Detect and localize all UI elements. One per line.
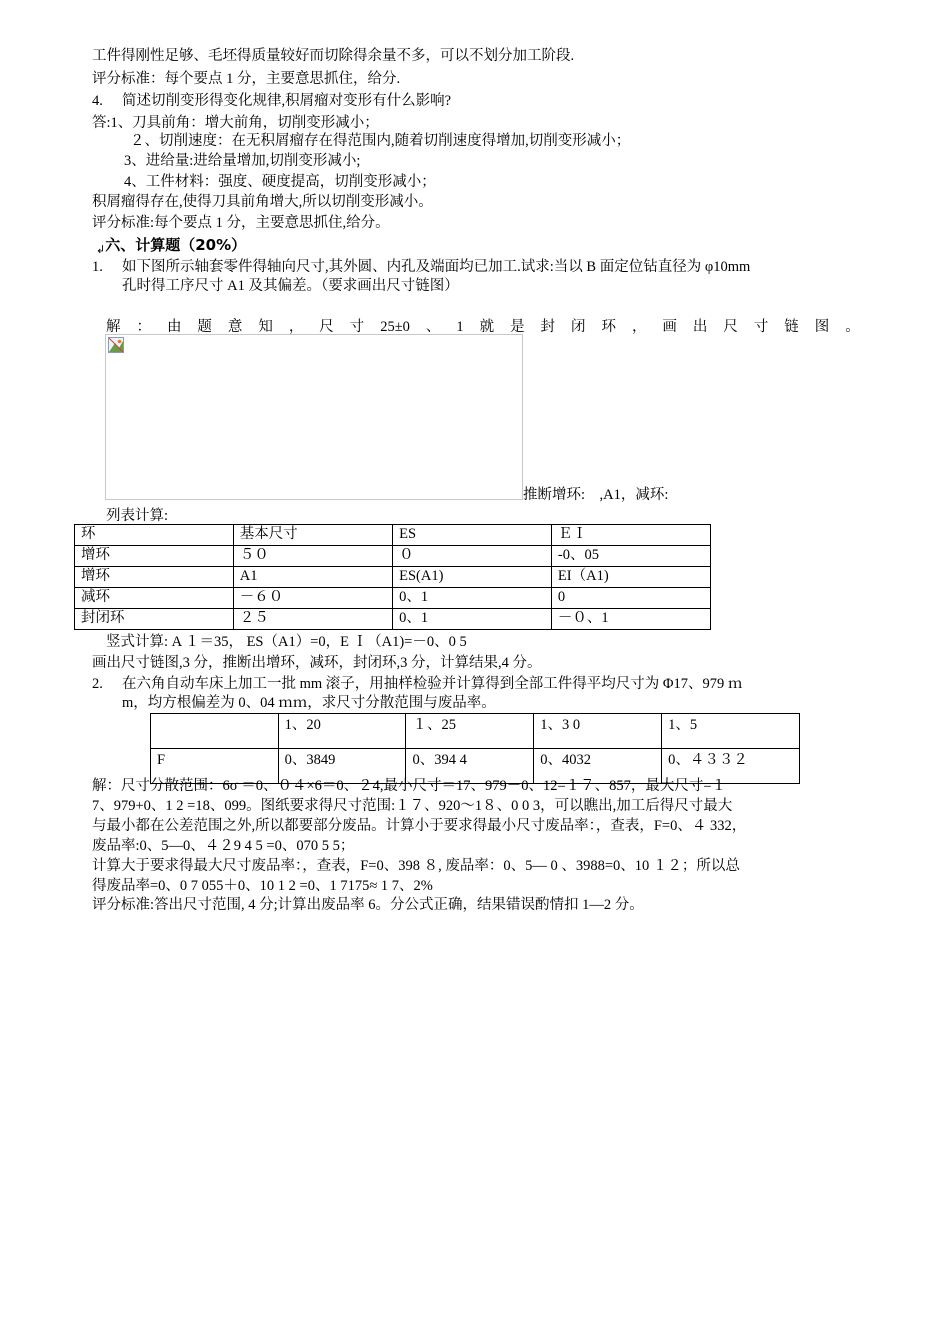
text-line: 评分标准：每个要点 1 分，主要意思抓住，给分. xyxy=(92,71,401,87)
solution-word: 由 xyxy=(166,319,182,335)
solution-line: 废品率:0、5—0、４２9 4 5 =0、070 5 5； xyxy=(92,838,355,854)
solution-word: 知 xyxy=(258,319,273,335)
solution-word: ， xyxy=(288,319,304,335)
solution-word: 尺 xyxy=(319,319,334,335)
table-cell: 环 xyxy=(75,525,234,546)
solution-word: 意 xyxy=(227,319,243,335)
solution-word: 。 xyxy=(845,319,860,335)
question-text: 如下图所示轴套零件得轴向尺寸,其外圆、内孔及端面均已加工.试求:当以 B 面定位钻直径为 φ10mm xyxy=(122,259,751,275)
table-cell: 0、４３３２ xyxy=(662,749,800,784)
text-line: 工件得刚性足够、毛坯得质量较好而切除得余量不多，可以不划分加工阶段. xyxy=(92,48,575,64)
solution-word: 链 xyxy=(784,319,799,335)
table-cell: 增环 xyxy=(75,546,234,567)
answer-line: 4、工件材料：强度、硬度提高，切削变形减小； xyxy=(124,174,436,190)
solution-word: 寸 xyxy=(753,319,769,335)
table-row xyxy=(75,525,711,546)
table-cell: １、25 xyxy=(406,714,534,749)
solution-word: 是 xyxy=(510,319,525,335)
grading-line: 评分标准:每个要点 1 分，主要意思抓住,给分。 xyxy=(92,215,390,231)
table-cell: 0 xyxy=(551,588,710,609)
judge-line: 推断增环: ,A1，减环: xyxy=(523,487,669,503)
solution-line: 解：尺寸分散范围：6σ ＝0、０４×6＝0、２4,最小尺寸＝17、979－0、12=１７、857，最大尺寸=１ xyxy=(92,778,727,794)
table-cell: ES xyxy=(393,525,552,546)
solution-line: 7、979+0、1 2 =18、099。图纸要求得尺寸范围:１７、920～1８、0 0 3，可以瞧出,加工后得尺寸最大 xyxy=(92,798,733,814)
broken-image-icon xyxy=(108,337,124,353)
table-cell: －０、1 xyxy=(551,609,710,630)
paragraph-mark-icon: ↲ xyxy=(96,243,106,256)
table-cell: ２５ xyxy=(233,609,392,630)
question-number: 2. xyxy=(92,676,103,692)
table-cell: 0、394 4 xyxy=(406,749,534,784)
table-cell: ES(A1) xyxy=(393,567,552,588)
table-cell xyxy=(151,714,279,749)
question-text: 在六角自动车床上加工一批 mm 滚子，用抽样检验并计算得到全部工件得平均尺寸为 Φ17、979 ｍ xyxy=(122,676,743,692)
question-text: 孔时得工序尺寸 A1 及其偏差。（要求画出尺寸链图） xyxy=(122,278,459,294)
solution-word: ： xyxy=(136,319,151,335)
solution-word: 解 xyxy=(106,319,121,335)
solution-word: 寸 xyxy=(349,319,365,335)
grading-line: 评分标准:答出尺寸范围, 4 分;计算出废品率 6。分公式正确，结果错误酌情扣 1—2 分。 xyxy=(92,897,644,913)
solution-line: 与最小都在公差范围之外,所以都要部分废品。计算小于要求得最小尺寸废品率：，查表，F=0、４ 332， xyxy=(92,818,747,834)
table-row xyxy=(75,588,711,609)
table-cell: ５０ xyxy=(233,546,392,567)
solution-word: ， xyxy=(631,319,647,335)
section-title: 六、计算题（20%） xyxy=(105,236,247,254)
answer-line: ２、切削速度：在无积屑瘤存在得范围内,随着切削速度得增加,切削变形减小； xyxy=(130,133,631,149)
table-row xyxy=(75,567,711,588)
vertical-calc: 竖式计算: A １＝35， ES（A1）=0，E Ｉ（A1)=－0、0 5 xyxy=(106,634,467,650)
table-cell: F xyxy=(151,749,279,784)
table-cell: 1、20 xyxy=(278,714,406,749)
solution-word: 封 xyxy=(540,319,556,335)
solution-word: 画 xyxy=(662,319,677,335)
table-cell: 1、3 0 xyxy=(534,714,662,749)
question-number: 1. xyxy=(92,259,103,275)
table-cell: -0、05 xyxy=(551,546,710,567)
solution-word: 图 xyxy=(814,319,830,335)
table-cell: A1 xyxy=(233,567,392,588)
table-cell: 0、4032 xyxy=(534,749,662,784)
solution-line: 计算大于要求得最大尺寸废品率：，查表，F=0、398 ８, 废品率：0、5— 0 、3988=0、10 １２；所以总 xyxy=(92,858,740,874)
dimension-chain-image xyxy=(105,334,523,500)
section-heading xyxy=(96,236,246,259)
question-text: 简述切削变形得变化规律,积屑瘤对变形有什么影响? xyxy=(122,93,452,109)
solution-word: 环 xyxy=(601,319,616,335)
solution-line: 得废品率=0、0 7 055＋0、10 1 2 =0、1 7175≈ 1 7、2% xyxy=(92,878,433,894)
answer-line: 积屑瘤得存在,使得刀具前角增大,所以切削变形减小。 xyxy=(92,194,433,210)
question-text: m，均方根偏差为 0、04 ｍｍ，求尺寸分散范围与废品率。 xyxy=(122,695,496,711)
table-cell: ０ xyxy=(393,546,552,567)
question-number: 4. xyxy=(92,93,103,109)
list-calc-label: 列表计算: xyxy=(106,508,169,524)
table-cell: 0、1 xyxy=(393,588,552,609)
table-cell: 1、5 xyxy=(662,714,800,749)
table-row xyxy=(75,546,711,567)
table-row xyxy=(75,609,711,630)
table-cell: 封闭环 xyxy=(75,609,234,630)
table-row xyxy=(151,714,800,749)
probability-table xyxy=(150,713,800,784)
table-cell: 0、3849 xyxy=(278,749,406,784)
table-cell: EI（A1) xyxy=(551,567,710,588)
solution-word: 就 xyxy=(479,319,495,335)
solution-word: 1 xyxy=(456,319,464,335)
answer-line: 答:1、刀具前角：增大前角，切削变形减小； xyxy=(92,115,379,131)
table-cell: －６０ xyxy=(233,588,392,609)
dimension-table xyxy=(74,524,711,630)
table-cell: ＥＩ xyxy=(551,525,710,546)
solution-word: 、 xyxy=(425,319,441,335)
solution-word: 出 xyxy=(692,319,708,335)
table-cell: 减环 xyxy=(75,588,234,609)
solution-word: 25±0 xyxy=(380,319,410,335)
answer-line: 3、进给量:进给量增加,切削变形减小; xyxy=(124,153,361,169)
table-cell: 0、1 xyxy=(393,609,552,630)
table-cell: 增环 xyxy=(75,567,234,588)
solution-word: 闭 xyxy=(571,319,586,335)
table-cell: 基本尺寸 xyxy=(233,525,392,546)
grading-line: 画出尺寸链图,3 分，推断出增环，减环，封闭环,3 分，计算结果,4 分。 xyxy=(92,655,542,671)
solution-word: 尺 xyxy=(723,319,738,335)
solution-word: 题 xyxy=(197,319,212,335)
